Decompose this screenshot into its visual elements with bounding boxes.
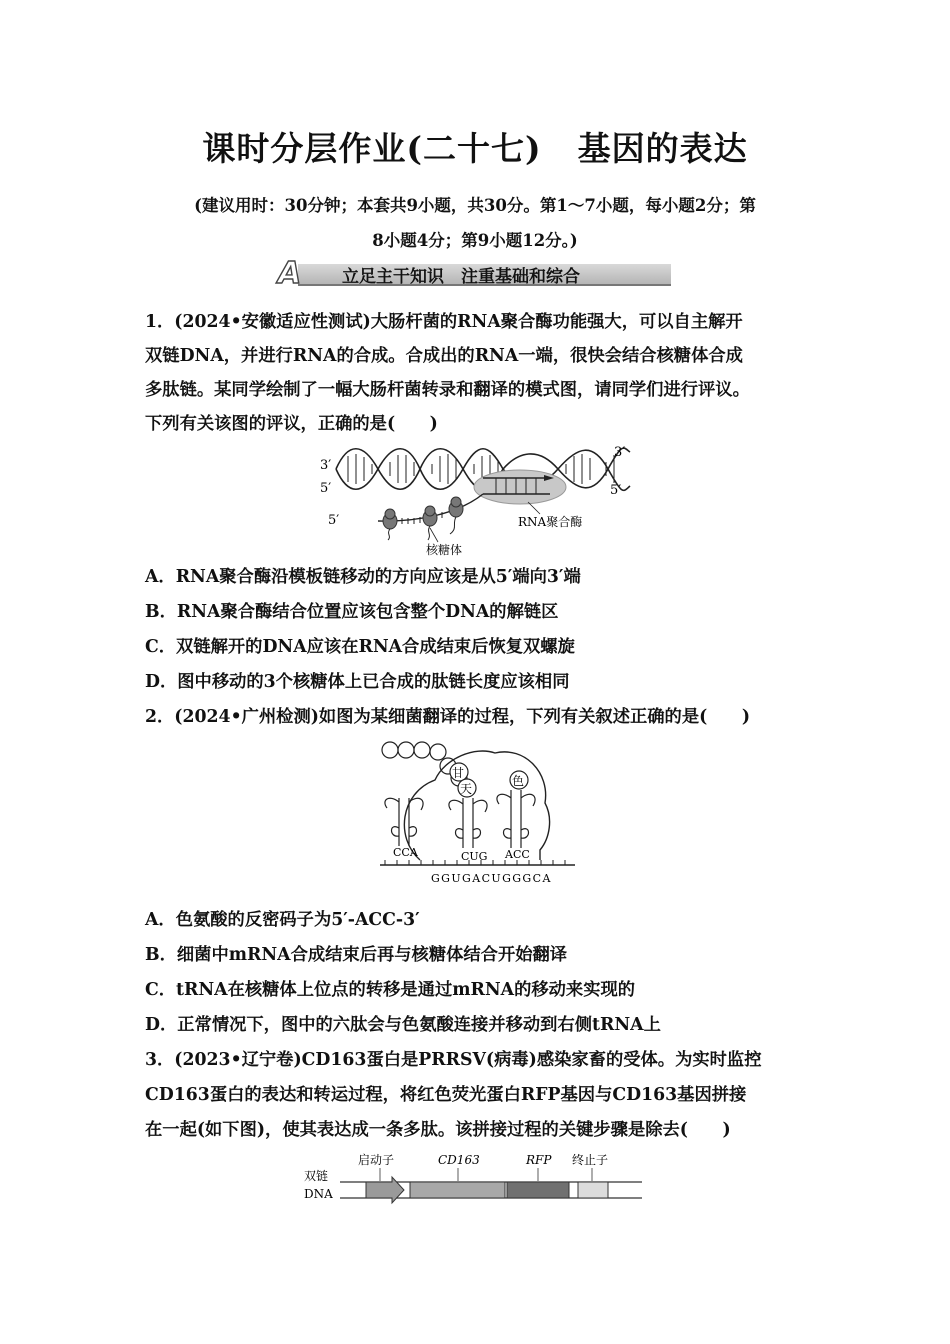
- rfp-block: [507, 1182, 569, 1198]
- q2-option-b: B．细菌中mRNA合成结束后再与核糖体结合开始翻译: [145, 945, 568, 965]
- q1-stem-line-1: 1．(2024•安徽适应性测试)大肠杆菌的RNA聚合酶功能强大，可以自主解开: [145, 312, 743, 332]
- q2-option-d: D．正常情况下，图中的六肽会与色氨酸连接并移动到右侧tRNA上: [145, 1015, 661, 1035]
- q3-stem-line-1: 3．(2023•辽宁卷)CD163蛋白是PRRSV(病毒)感染家畜的受体。为实时监控: [145, 1050, 762, 1070]
- q1-stem-line-2: 双链DNA，并进行RNA的合成。合成出的RNA一端，很快会结合核糖体合成: [145, 346, 743, 366]
- section-banner: [278, 258, 673, 292]
- label-polymerase: RNA聚合酶: [518, 515, 583, 529]
- q1-option-c: C．双链解开的DNA应该在RNA合成结束后恢复双螺旋: [145, 637, 575, 657]
- title-main: 课时分层作业(二十七): [202, 129, 542, 168]
- q2-stem: 2．(2024•广州检测)如图为某细菌翻译的过程，下列有关叙述正确的是( ): [145, 707, 751, 727]
- q1-option-a: A．RNA聚合酶沿模板链移动的方向应该是从5′端向3′端: [145, 567, 581, 587]
- q1-stem-line-4: 下列有关该图的评议，正确的是( ): [145, 414, 438, 434]
- section-letter: A: [278, 256, 302, 291]
- mrna-sequence: GGUGACUGGGCA: [431, 872, 552, 885]
- aa-label-trp: 色: [512, 774, 525, 788]
- label-terminator: 终止子: [572, 1153, 609, 1167]
- label-ribosome: 核糖体: [426, 543, 463, 557]
- label-rfp: RFP: [526, 1153, 552, 1167]
- q3-stem-line-2: CD163蛋白的表达和转运过程，将红色荧光蛋白RFP基因与CD163基因拼接: [145, 1085, 747, 1105]
- q3-stem-line-3: 在一起(如下图)，使其表达成一条多肽。该拼接过程的关键步骤是除去( ): [145, 1120, 731, 1140]
- anticodon-cca: CCA: [393, 846, 418, 859]
- ribosome-3: [449, 497, 463, 517]
- label-dna-2: DNA: [304, 1187, 333, 1201]
- trna-right: [497, 790, 535, 848]
- ribosome-2: [423, 506, 437, 526]
- rna-polymerase: [474, 470, 566, 504]
- cd163-block: [410, 1182, 505, 1198]
- label-promoter: 启动子: [358, 1153, 395, 1167]
- page-title: [0, 123, 950, 170]
- aa-label-gly: 甘: [452, 766, 465, 780]
- q2-option-a: A．色氨酸的反密码子为5′-ACC-3′: [145, 910, 420, 930]
- section-label: 立足主干知识 注重基础和综合: [342, 267, 580, 287]
- q2-option-c: C．tRNA在核糖体上位点的转移是通过mRNA的移动来实现的: [145, 980, 636, 1000]
- label-5p-left: 5′: [320, 481, 332, 496]
- note-line-1: (建议用时：30分钟；本套共9小题，共30分。第1～7小题，每小题2分；第: [194, 196, 756, 215]
- label-3p-right: 3′: [614, 445, 626, 460]
- label-leaders: [380, 1168, 592, 1181]
- polymerase-leader: [528, 502, 540, 514]
- ribosome-outline: [404, 751, 549, 860]
- q1-option-b: B．RNA聚合酶结合位置应该包含整个DNA的解链区: [145, 602, 559, 622]
- trna-middle: [449, 798, 487, 848]
- label-5p-right: 5′: [610, 483, 622, 498]
- ribosome-leader: [430, 528, 438, 542]
- translation-figure: [375, 738, 580, 890]
- aa-label-asp: 天: [460, 782, 473, 796]
- promoter-block: [366, 1177, 404, 1203]
- label-cd163: CD163: [438, 1153, 480, 1167]
- label-5p-rna: 5′: [328, 513, 340, 528]
- q1-stem-line-3: 多肽链。某同学绘制了一幅大肠杆菌转录和翻译的模式图，请同学们进行评议。: [145, 380, 750, 400]
- time-note: [140, 188, 810, 258]
- transcription-translation-figure: [318, 442, 638, 560]
- ribosome-1: [383, 509, 397, 529]
- terminator-block: [578, 1182, 608, 1198]
- gene-construct-figure: [300, 1148, 650, 1206]
- note-line-2: 8小题4分；第9小题12分。): [372, 231, 578, 250]
- q1-option-d: D．图中移动的3个核糖体上已合成的肽链长度应该相同: [145, 672, 570, 692]
- anticodon-cug: CUG: [461, 850, 488, 863]
- label-3p-left: 3′: [320, 458, 332, 473]
- anticodon-acc: ACC: [505, 848, 530, 861]
- label-dna-1: 双链: [304, 1169, 329, 1183]
- title-sub: 基因的表达: [577, 129, 748, 168]
